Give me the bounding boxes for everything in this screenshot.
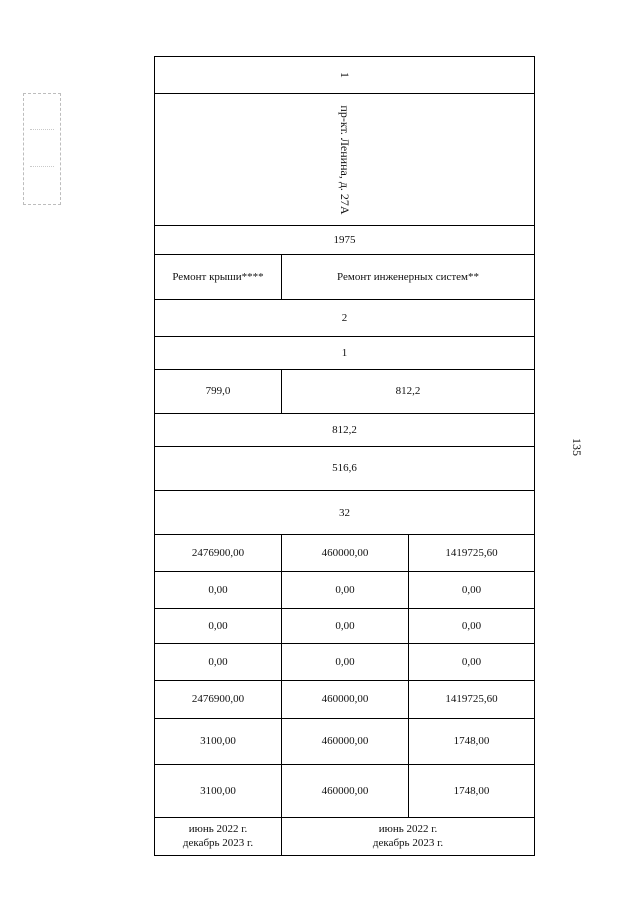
cost-cell: 2476900,00 — [155, 681, 282, 718]
cost-cell: 0,00 — [155, 609, 282, 644]
cost-cell: 0,00 — [409, 609, 535, 644]
table-row — [155, 226, 535, 255]
repair-table — [154, 56, 535, 856]
cost-cell: 460000,00 — [282, 718, 409, 764]
table-row — [155, 57, 535, 94]
table-row — [155, 817, 535, 855]
table-row — [155, 446, 535, 490]
table-row — [155, 718, 535, 764]
table-row — [155, 609, 535, 644]
cost-cell: 0,00 — [282, 609, 409, 644]
area-right: 812,2 — [282, 369, 535, 413]
cost-cell: 3100,00 — [155, 718, 282, 764]
address-cell — [155, 94, 535, 226]
date-end: декабрь 2023 г. — [182, 837, 254, 850]
cost-cell: 0,00 — [409, 572, 535, 609]
page-number: 135 — [570, 438, 584, 456]
area-living: 516,6 — [155, 446, 535, 490]
table-row — [155, 644, 535, 681]
column-number: 1 — [337, 72, 352, 79]
stamp-mark — [23, 93, 61, 205]
cost-cell: 2476900,00 — [155, 535, 282, 572]
table-row — [155, 572, 535, 609]
residents: 32 — [155, 491, 535, 535]
dates-right — [282, 817, 535, 855]
cost-cell: 0,00 — [282, 644, 409, 681]
column-number-cell — [155, 57, 535, 94]
cost-cell: 460000,00 — [282, 764, 409, 817]
cost-cell: 460000,00 — [282, 681, 409, 718]
cost-cell: 0,00 — [409, 644, 535, 681]
work-type-engineering: Ремонт инженерных систем** — [282, 255, 535, 299]
table-row — [155, 764, 535, 817]
table-row — [155, 681, 535, 718]
date-end: декабрь 2023 г. — [372, 837, 444, 850]
area-left: 799,0 — [155, 369, 282, 413]
table-row — [155, 491, 535, 535]
cost-cell: 0,00 — [155, 572, 282, 609]
table-row — [155, 535, 535, 572]
value-cell: 1 — [155, 336, 535, 369]
dates-left — [155, 817, 282, 855]
address: пр-кт. Ленина, д. 27А — [337, 105, 352, 215]
table-row — [155, 369, 535, 413]
area-total: 812,2 — [155, 413, 535, 446]
table-row — [155, 299, 535, 336]
cost-cell: 1748,00 — [409, 718, 535, 764]
table-row — [155, 336, 535, 369]
table-row — [155, 413, 535, 446]
cost-cell: 1748,00 — [409, 764, 535, 817]
value-cell: 2 — [155, 299, 535, 336]
table-row — [155, 94, 535, 226]
cost-cell: 0,00 — [282, 572, 409, 609]
cost-cell: 1419725,60 — [409, 681, 535, 718]
cost-cell: 460000,00 — [282, 535, 409, 572]
cost-cell: 1419725,60 — [409, 535, 535, 572]
table-row — [155, 255, 535, 299]
cost-cell: 0,00 — [155, 644, 282, 681]
date-start: июнь 2022 г. — [378, 823, 438, 836]
year-cell: 1975 — [155, 226, 535, 255]
cost-cell: 3100,00 — [155, 764, 282, 817]
work-type-roof: Ремонт крыши**** — [155, 255, 282, 299]
date-start: июнь 2022 г. — [188, 823, 248, 836]
